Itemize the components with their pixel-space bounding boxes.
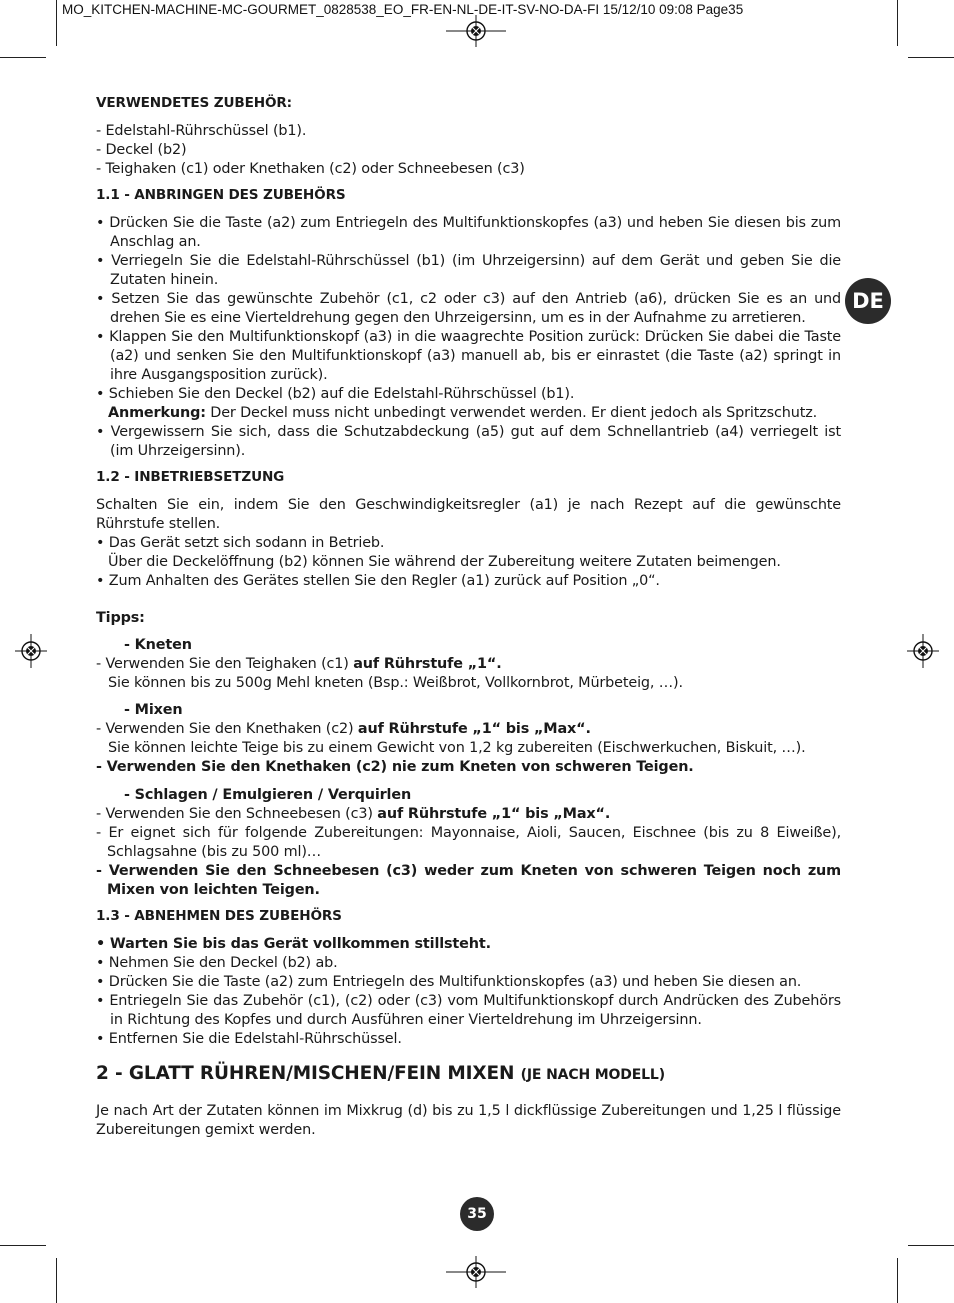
registration-mark-top-icon: [446, 15, 506, 47]
tip-schlagen-warning: - Verwenden Sie den Schneebesen (c3) weder zum Kneten von schweren Teigen noch zum Mixen von leichten Teigen.: [96, 863, 841, 898]
accessories-heading: VERWENDETES ZUBEHÖR:: [96, 95, 292, 111]
crop-mark-tr-v: [897, 0, 898, 46]
section-2-title-suffix: (JE NACH MODELL): [520, 1067, 665, 1083]
section-1-3-bullet: • Entfernen Sie die Edelstahl-Rührschüssel.: [96, 1031, 402, 1047]
section-1-3-bullet: • Drücken Sie die Taste (a2) zum Entriegeln des Multifunktionskopfes (a3) und heben Sie diesen an.: [96, 974, 802, 990]
section-1-1-bullet: • Setzen Sie das gewünschte Zubehör (c1, c2 oder c3) auf den Antrieb (a6), drücken Sie es an und drehen Sie es eine Vierteldrehung gegen den Uhrzeigersinn, um es in der Aufnahme zu arretieren.: [96, 291, 841, 326]
section-1-1-bullet: • Vergewissern Sie sich, dass die Schutzabdeckung (a5) gut auf dem Schnellantrieb (a4) verriegelt ist (im Uhrzeigersinn).: [96, 424, 841, 459]
accessory-item: - Deckel (b2): [96, 142, 187, 158]
section-2-title: 2 - GLATT RÜHREN/MISCHEN/FEIN MIXEN: [96, 1063, 515, 1084]
manual-body: [96, 94, 841, 1140]
section-1-1-bullet: • Verriegeln Sie die Edelstahl-Rührschüssel (b1) (im Uhrzeigersinn) auf dem Gerät und geben Sie die Zutaten hinein.: [96, 253, 841, 288]
page-number-badge: 35: [460, 1197, 494, 1231]
tip-mixen-line: [96, 720, 841, 739]
section-1-3-heading: 1.3 - ABNEHMEN DES ZUBEHÖRS: [96, 908, 342, 924]
print-slug: MO_KITCHEN-MACHINE-MC-GOURMET_0828538_EO_FR-EN-NL-DE-IT-SV-NO-DA-FI 15/12/10 09:08 Page35: [62, 2, 744, 17]
tip-text: - Verwenden Sie den Knethaken (c2): [96, 721, 358, 737]
section-2-heading: [96, 1064, 841, 1085]
section-1-1-bullet: • Schieben Sie den Deckel (b2) auf die Edelstahl-Rührschüssel (b1).: [96, 386, 575, 402]
tip-schlagen-detail: - Er eignet sich für folgende Zubereitungen: Mayonnaise, Aioli, Saucen, Eischnee (bis zu 8 Eiweiße), Schlagsahne (bis zu 500 ml)…: [96, 825, 841, 860]
note-label: Anmerkung:: [108, 405, 206, 421]
tip-speed: auf Rührstufe „1“ bis „Max“.: [377, 806, 611, 822]
section-1-3-bullet: • Warten Sie bis das Gerät vollkommen stillsteht.: [96, 936, 491, 952]
registration-mark-bottom-icon: [446, 1256, 506, 1288]
tip-speed: auf Rührstufe „1“.: [353, 656, 502, 672]
tip-mixen-title: - Mixen: [124, 702, 183, 718]
tip-kneten-line: [96, 655, 841, 674]
section-1-3-bullet: • Nehmen Sie den Deckel (b2) ab.: [96, 955, 338, 971]
accessory-item: - Edelstahl-Rührschüssel (b1).: [96, 123, 307, 139]
section-1-1-note: [96, 404, 841, 423]
tip-speed: auf Rührstufe „1“ bis „Max“.: [357, 721, 591, 737]
section-1-2-heading: 1.2 - INBETRIEBSETZUNG: [96, 469, 285, 485]
crop-mark-bl-h: [0, 1245, 46, 1246]
crop-mark-br-v: [897, 1258, 898, 1303]
tip-schlagen-line: [96, 805, 841, 824]
accessory-item: - Teighaken (c1) oder Knethaken (c2) oder Schneebesen (c3): [96, 161, 525, 177]
registration-mark-left-icon: [15, 634, 47, 668]
crop-mark-bl-v: [56, 1258, 57, 1303]
crop-mark-tr-h: [908, 57, 954, 58]
tips-heading: Tipps:: [96, 610, 145, 626]
crop-mark-br-h: [908, 1245, 954, 1246]
language-badge: DE: [845, 278, 891, 324]
tip-schlagen-title: - Schlagen / Emulgieren / Verquirlen: [124, 787, 412, 803]
tip-text: - Verwenden Sie den Teighaken (c1): [96, 656, 354, 672]
registration-mark-right-icon: [907, 634, 939, 668]
section-1-1-bullet: • Klappen Sie den Multifunktionskopf (a3) in die waagrechte Position zurück: Drücken Sie dabei die Taste (a2) und senken Sie den Multifunktionskopf (a3) manuell ab, bis er einrastet (die Taste (a2) springt in ihre Ausgangsposition zurück).: [96, 329, 841, 383]
section-1-1-bullet: • Drücken Sie die Taste (a2) zum Entriegeln des Multifunktionskopfes (a3) und heben Sie diesen bis zum Anschlag an.: [96, 215, 841, 250]
tip-mixen-warning: - Verwenden Sie den Knethaken (c2) nie zum Kneten von schweren Teigen.: [96, 759, 694, 775]
section-1-1-heading: 1.1 - ANBRINGEN DES ZUBEHÖRS: [96, 187, 346, 203]
section-1-3-bullet: • Entriegeln Sie das Zubehör (c1), (c2) oder (c3) vom Multifunktionskopf durch Andrücken des Zubehörs in Richtung des Kopfes und durch Ausführen einer Vierteldrehung im Uhrzeigersinn.: [96, 993, 841, 1028]
section-1-2-paragraph: Schalten Sie ein, indem Sie den Geschwindigkeitsregler (a1) je nach Rezept auf die gewünschte Rührstufe stellen.: [96, 497, 841, 532]
tip-text: - Verwenden Sie den Schneebesen (c3): [96, 806, 378, 822]
tip-kneten-detail: Sie können bis zu 500g Mehl kneten (Bsp.: Weißbrot, Vollkornbrot, Mürbeteig, …).: [108, 675, 683, 691]
note-text: Der Deckel muss nicht unbedingt verwendet werden. Er dient jedoch als Spritzschutz.: [205, 405, 818, 421]
crop-mark-tl-h: [0, 57, 46, 58]
section-2-paragraph: Je nach Art der Zutaten können im Mixkrug (d) bis zu 1,5 l dickflüssige Zubereitungen und 1,25 l flüssige Zubereitungen gemixt werden.: [96, 1103, 841, 1138]
section-1-2-line: Über die Deckelöffnung (b2) können Sie während der Zubereitung weitere Zutaten beimengen.: [108, 554, 781, 570]
section-1-2-bullet: • Zum Anhalten des Gerätes stellen Sie den Regler (a1) zurück auf Position „0“.: [96, 573, 660, 589]
section-1-2-bullet: • Das Gerät setzt sich sodann in Betrieb.: [96, 535, 385, 551]
crop-mark-tl-v: [56, 0, 57, 46]
tip-kneten-title: - Kneten: [124, 637, 192, 653]
tip-mixen-detail: Sie können leichte Teige bis zu einem Gewicht von 1,2 kg zubereiten (Eischwerkuchen, Biskuit, …).: [108, 740, 806, 756]
